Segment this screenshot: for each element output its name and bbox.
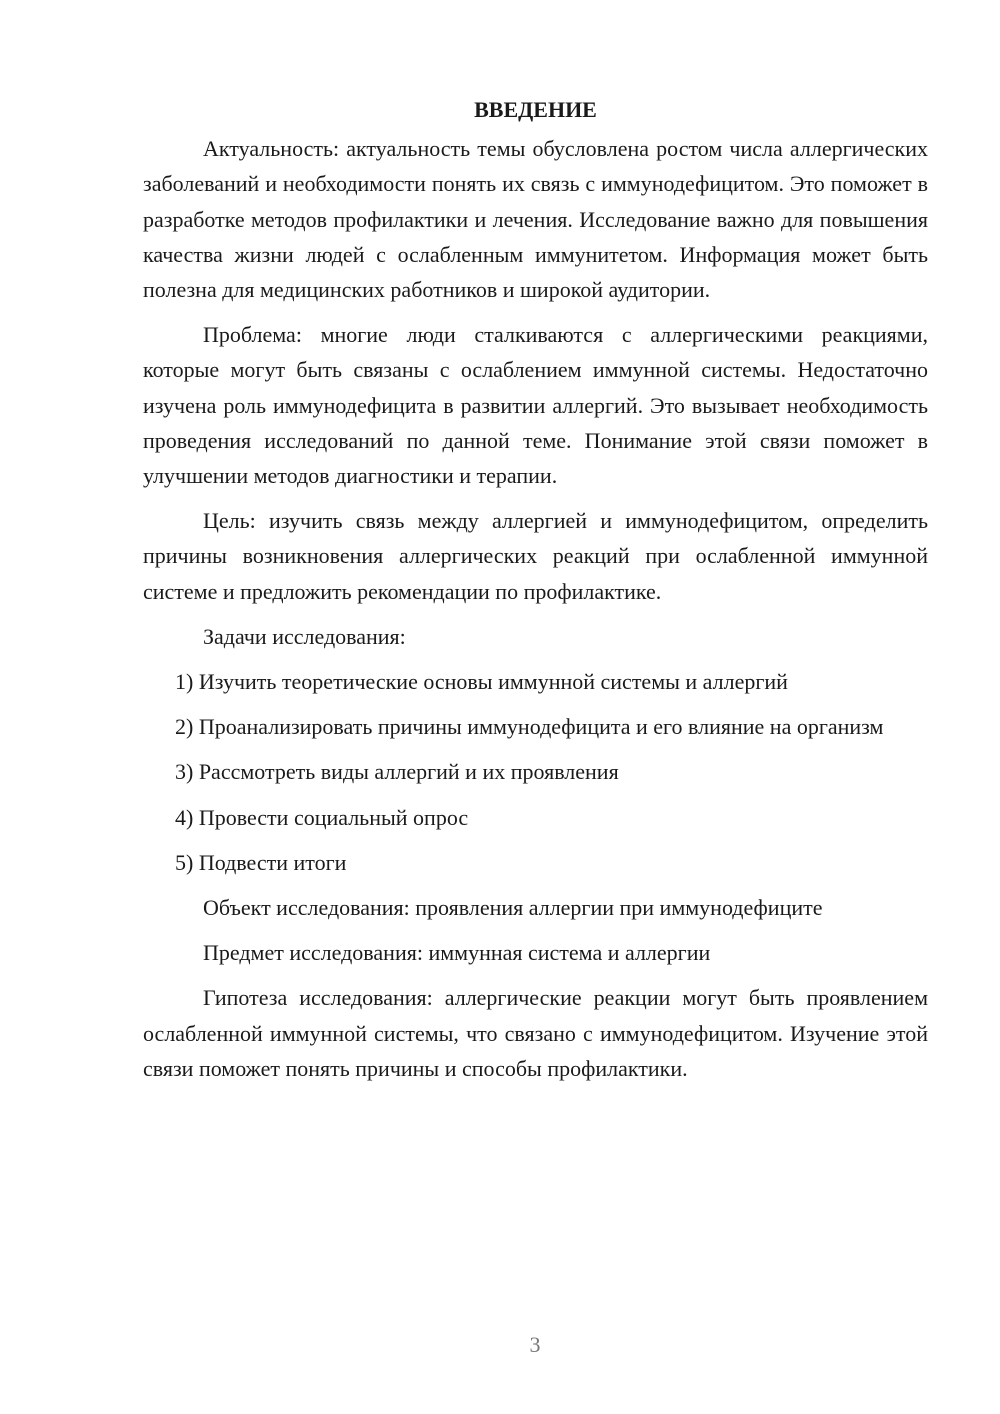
hypothesis-paragraph: Гипотеза исследования: аллергические реакции могут быть проявлением ослабленной иммунной системы, что связано с иммунодефицитом. Изучение этой связи поможет понять причины и способы профилактики.	[143, 985, 928, 1081]
page-number: 3	[529, 1332, 541, 1357]
tasks-title: Задачи исследования:	[203, 623, 406, 649]
document-page	[143, 92, 928, 1086]
object-paragraph: Объект исследования: проявления аллергии при иммунодефиците	[203, 895, 823, 921]
goal-paragraph: Цель: изучить связь между аллергией и иммунодефицитом, определить причины возникновения аллергических реакций при ослабленной иммунной системе и предложить рекомендации по профилактике.	[143, 508, 928, 604]
relevance-paragraph: Актуальность: актуальность темы обусловлена ростом числа аллергических заболеваний и необходимости понять их связь с иммунодефицитом. Это поможет в разработке методов профилактики и лечения. Исследование важно для повышения качества жизни людей с ослабленным иммунитетом. Информация может быть полезна для медицинских работников и широкой аудитории.	[143, 136, 928, 303]
task-item-2: 2) Проанализировать причины иммунодефицита и его влияние на организм	[175, 714, 884, 740]
subject-paragraph: Предмет исследования: иммунная система и аллергии	[203, 940, 711, 966]
task-item-3: 3) Рассмотреть виды аллергий и их проявления	[175, 759, 619, 785]
task-item-5: 5) Подвести итоги	[175, 849, 347, 875]
problem-paragraph: Проблема: многие люди сталкиваются с аллергическими реакциями, которые могут быть связаны с ослаблением иммунной системы. Недостаточно изучена роль иммунодефицита в развитии аллергий. Это вызывает необходимость проведения исследований по данной теме. Понимание этой связи поможет в улучшении методов диагностики и терапии.	[143, 322, 928, 489]
task-item-4: 4) Провести социальный опрос	[175, 804, 469, 830]
tasks-list	[143, 664, 928, 880]
task-item-1: 1) Изучить теоретические основы иммунной системы и аллергий	[175, 669, 788, 695]
page-title: ВВЕДЕНИЕ	[474, 97, 597, 122]
